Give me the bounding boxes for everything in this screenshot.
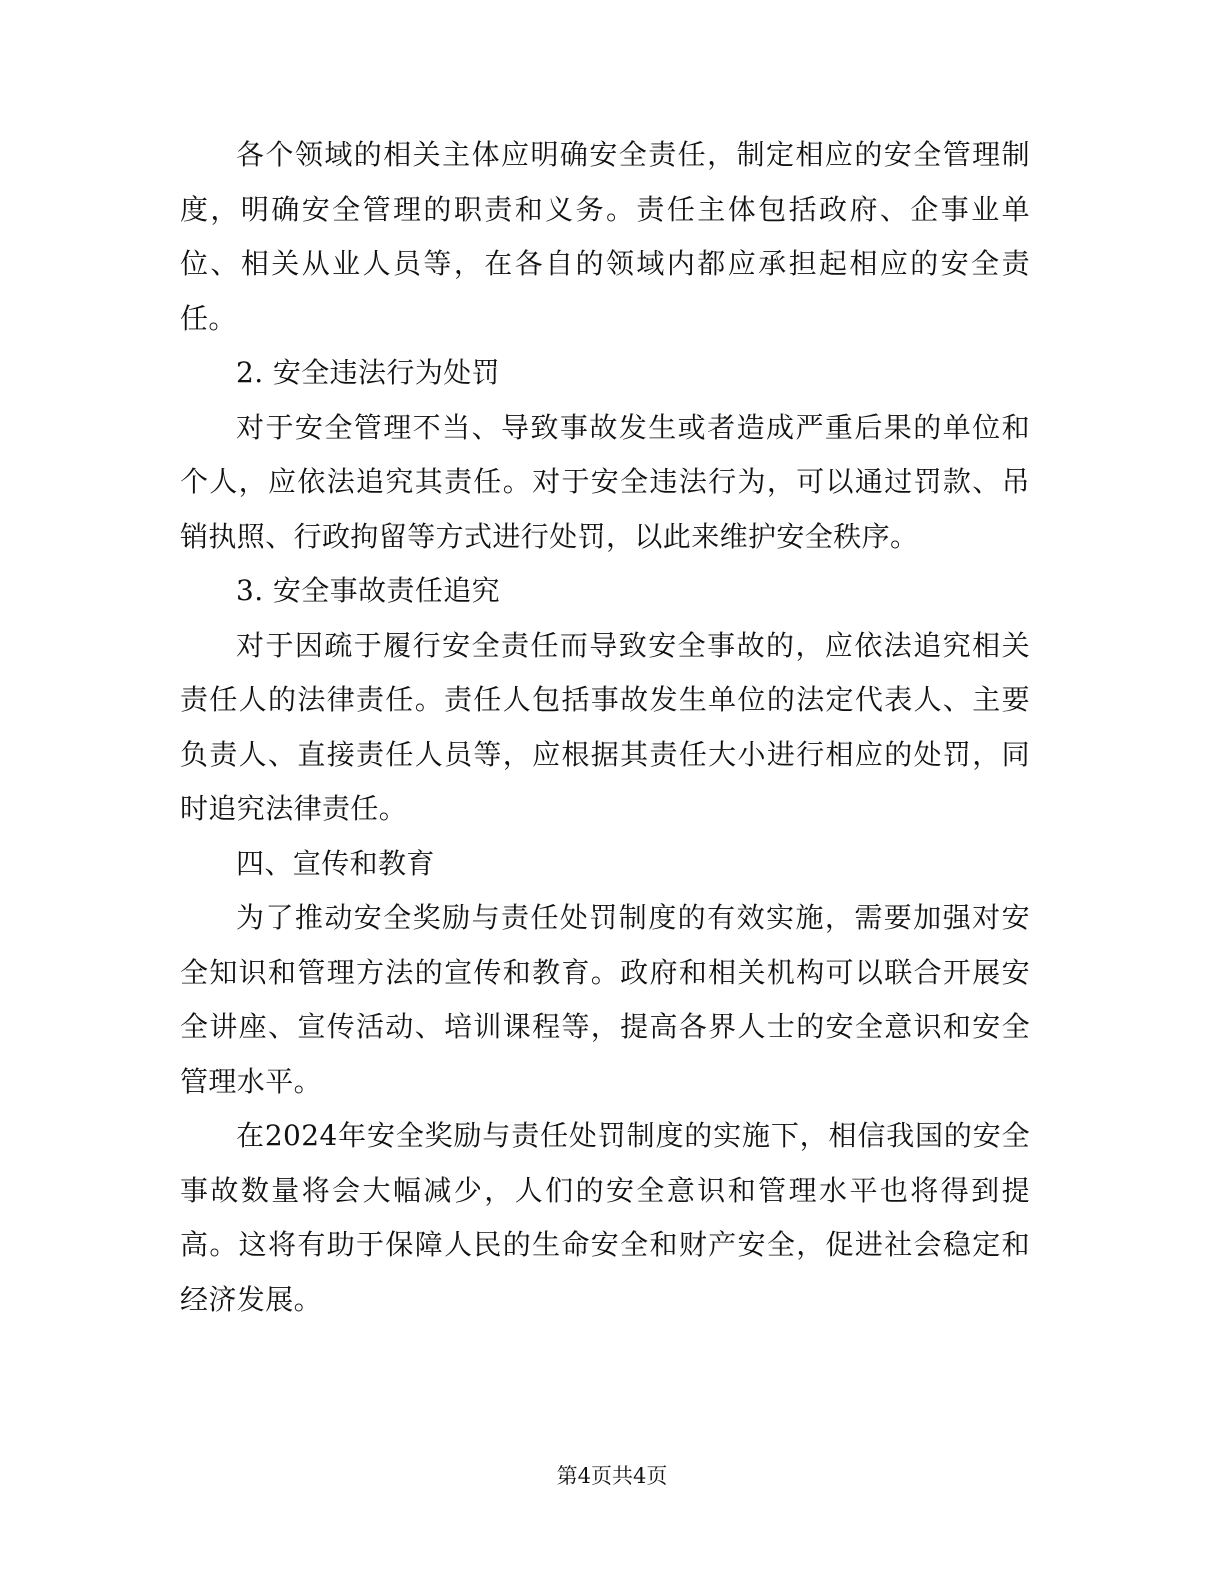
paragraph-conclusion: 在2024年安全奖励与责任处罚制度的实施下，相信我国的安全事故数量将会大幅减少，人们的安全意识和管理水平也将得到提高。这将有助于保障人民的生命安全和财产安全，促进社会稳定和经济发展。 [180, 1119, 1030, 1316]
page-number-footer: 第4页共4页 [556, 1464, 668, 1488]
paragraph-illegal-safety-penalty: 对于安全管理不当、导致事故发生或者造成严重后果的单位和个人，应依法追究其责任。对于安全违法行为，可以通过罚款、吊销执照、行政拘留等方式进行处罚，以此来维护安全秩序。 [180, 410, 1030, 553]
paragraph-publicity-education: 为了推动安全奖励与责任处罚制度的有效实施，需要加强对安全知识和管理方法的宣传和教育。政府和相关机构可以联合开展安全讲座、宣传活动、培训课程等，提高各界人士的安全意识和安全管理水平。 [180, 901, 1030, 1098]
heading-publicity-education: 四、宣传和教育 [236, 846, 435, 880]
document-body [180, 128, 1030, 1327]
paragraph-accident-accountability: 对于因疏于履行安全责任而导致安全事故的，应依法追究相关责任人的法律责任。责任人包括事故发生单位的法定代表人、主要负责人、直接责任人员等，应根据其责任大小进行相应的处罚，同时追究法律责任。 [180, 628, 1030, 825]
heading-illegal-safety-penalty: 2. 安全违法行为处罚 [236, 356, 501, 389]
heading-accident-accountability: 3. 安全事故责任追究 [236, 574, 501, 607]
paragraph-safety-responsibility: 各个领域的相关主体应明确安全责任，制定相应的安全管理制度，明确安全管理的职责和义务。责任主体包括政府、企事业单位、相关从业人员等，在各自的领域内都应承担起相应的安全责任。 [180, 138, 1030, 335]
